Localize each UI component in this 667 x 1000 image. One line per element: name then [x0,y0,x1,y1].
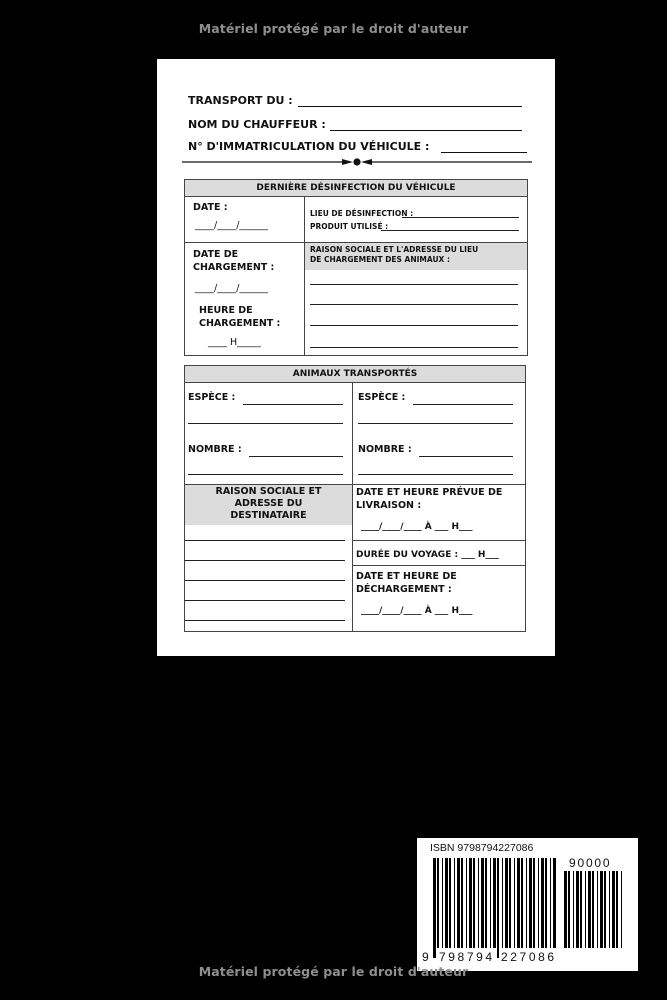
barcode-bar [481,858,484,948]
number-line-right-2[interactable] [358,474,513,475]
number-label-right: NOMBRE : [358,444,412,455]
barcode-bar [473,858,475,948]
loading-date-field[interactable]: ____/____/______ [195,283,268,294]
loading-time-label-2: CHARGEMENT : [199,318,281,329]
delivery-label: DATE ET HEURE PRÉVUE DE [356,487,503,498]
unloading-field[interactable]: ____/____/____ À ___ H___ [361,606,473,616]
transport-line[interactable] [298,106,522,107]
company-label-2: DE CHARGEMENT DES ANIMAUX : [310,255,450,264]
loading-date-label-2: CHARGEMENT : [193,262,275,273]
barcode-bar [621,871,622,948]
copyright-watermark-top: Matériel protégé par le droit d'auteur [198,21,469,36]
barcode-bar [592,871,594,948]
barcode-bar [497,858,499,958]
date-field[interactable]: ____/____/______ [195,220,268,231]
barcode-bar [454,858,455,948]
form-page [157,59,555,656]
barcode-bar [526,858,527,948]
barcode-bar [585,871,586,948]
barcode-bar [490,858,491,948]
barcode-bar [604,871,606,948]
barcode-bar [449,858,451,948]
barcode-bar [538,858,539,948]
barcode-bar [461,858,463,948]
plate-label: N° D'IMMATRICULATION DU VÉHICULE : [188,140,430,153]
barcode-bar [517,858,520,948]
barcode-bar [433,858,436,958]
barcode-bar [466,858,467,948]
barcode-bar [573,871,574,948]
delivery-label-2: LIVRAISON : [356,500,422,511]
loading-time-label: HEURE DE [199,305,253,316]
divider [353,565,525,566]
company-line[interactable] [310,347,518,348]
recipient-line[interactable] [185,540,345,541]
animals-title: ANIMAUX TRANSPORTÉS [185,366,525,383]
barcode-bar [564,871,567,948]
company-label: RAISON SOCIALE ET L'ADRESSE DU LIEU [310,245,479,254]
species-line-left[interactable] [243,404,343,405]
barcode-bar [597,871,598,948]
barcode-bar [478,858,479,948]
product-line[interactable] [381,230,519,231]
company-line[interactable] [310,325,518,326]
barcode-bar [541,858,544,948]
recipient-label-2: ADRESSE DU [234,498,303,509]
recipient-label-3: DESTINATAIRE [230,510,307,521]
barcode-bar [445,858,448,948]
isbn-text: ISBN 9798794227086 [430,842,534,854]
barcode-bar [457,858,460,948]
barcode-bar [437,858,439,948]
barcode-bar [576,871,579,948]
barcode-bar [505,858,508,948]
barcode-left-digits: 798794 [439,950,495,964]
animals-section [184,365,526,632]
barcode-bar [580,871,582,948]
disinfection-title: DERNIÈRE DÉSINFECTION DU VÉHICULE [185,180,527,197]
species-label-left: ESPÈCE : [188,392,236,403]
barcode-bar [616,871,618,948]
number-line-left[interactable] [249,456,343,457]
barcode-bar [553,858,556,948]
ornament-divider [182,158,532,166]
barcode-addon-bars [564,871,624,958]
isbn-barcode [417,838,638,971]
number-label-left: NOMBRE : [188,444,242,455]
recipient-line[interactable] [185,620,345,621]
barcode-bar [529,858,532,948]
barcode-bar [612,871,615,948]
recipient-label: RAISON SOCIALE ET [215,486,322,497]
barcode-bar [514,858,515,948]
barcode-bars [433,858,559,958]
barcode-bar [550,858,551,948]
company-line[interactable] [310,284,518,285]
driver-line[interactable] [330,130,522,131]
recipient-line[interactable] [185,600,345,601]
loading-date-label: DATE DE [193,249,239,260]
place-line[interactable] [402,217,519,218]
species-label-right: ESPÈCE : [358,392,406,403]
recipient-line[interactable] [185,560,345,561]
plate-line[interactable] [441,152,527,153]
recipient-line[interactable] [185,580,345,581]
delivery-field[interactable]: ____/____/____ À ___ H___ [361,522,473,532]
duration-field[interactable]: DURÉE DU VOYAGE : ___ H___ [356,550,499,560]
barcode-bar [568,871,570,948]
barcode-bar [502,858,503,948]
divider [353,540,525,541]
barcode-lead-digit: 9 [422,950,429,964]
barcode-bar [533,858,535,948]
company-line[interactable] [310,304,518,305]
barcode-bar [588,871,591,948]
unloading-label-2: DÉCHARGEMENT : [356,584,452,595]
barcode-bar [600,871,603,948]
barcode-addon-digits: 90000 [569,856,612,870]
barcode-bar [521,858,523,948]
species-line-left-2[interactable] [188,423,343,424]
driver-label: NOM DU CHAUFFEUR : [188,118,326,131]
disinfection-section [184,179,528,356]
divider [352,383,353,631]
barcode-bar [442,858,443,948]
barcode-bar [609,871,610,948]
species-line-right-2[interactable] [358,423,513,424]
date-label: DATE : [193,202,228,213]
barcode-bar [509,858,511,948]
barcode-bar [493,858,496,948]
barcode-bar [485,858,487,948]
barcode-bar [469,858,472,948]
copyright-watermark-bottom: Matériel protégé par le droit d'auteur [198,964,469,979]
species-line-right[interactable] [413,404,513,405]
place-label: LIEU DE DÉSINFECTION : [310,209,414,218]
number-line-right[interactable] [419,456,513,457]
product-label: PRODUIT UTILISÉ : [310,222,389,231]
transport-label: TRANSPORT DU : [188,94,293,107]
unloading-label: DATE ET HEURE DE [356,571,457,582]
loading-time-field[interactable]: ____ H_____ [208,337,261,348]
barcode-bar [545,858,547,948]
divider [304,197,305,355]
number-line-left-2[interactable] [188,474,343,475]
barcode-right-digits: 227086 [501,950,557,964]
